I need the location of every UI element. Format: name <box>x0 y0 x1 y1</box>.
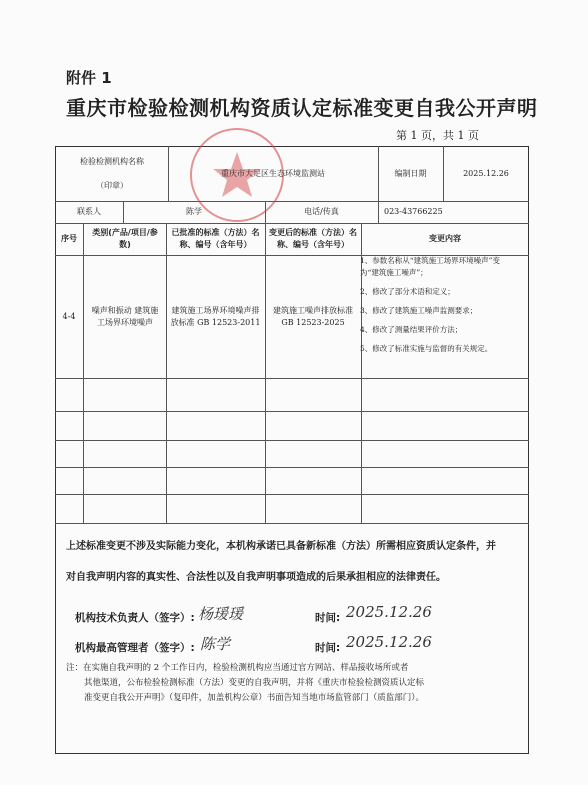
row-divider <box>55 411 529 412</box>
phone-value: 023-43766225 <box>384 207 443 216</box>
row-divider <box>55 467 529 468</box>
tech-time-label: 时间: <box>315 612 341 624</box>
date-label: 编制日期 <box>394 168 427 178</box>
change-item: 2、修改了部分术语和定义； <box>360 287 455 296</box>
tech-time-value: 2025.12.26 <box>346 603 432 621</box>
col-divider <box>83 223 84 523</box>
footnote-line: 其他渠道，公布检验检测标准（方法）变更的自我声明，并将《重庆市检验检测资质认定标 <box>84 678 425 688</box>
tech-lead-signature: 杨瑗瑗 <box>198 605 244 623</box>
row-divider <box>55 378 529 379</box>
head-time-value: 2025.12.26 <box>346 633 432 651</box>
row-category: 噪声和振动 建筑施工场界环境噪声 <box>91 305 159 327</box>
change-item: 5、修改了标准实施与监督的有关规定。 <box>360 344 493 353</box>
col-divider <box>265 223 266 523</box>
approved-standard-header: 已批准的标准（方法）名称、编号（含年号） <box>171 228 260 249</box>
row-seq: 4-4 <box>62 311 76 321</box>
attachment-label: 附件 1 <box>66 69 112 87</box>
row-changed-standard: 建筑施工噪声排放标准 GB 12523-2025 <box>273 305 353 327</box>
row-divider <box>55 440 529 441</box>
changed-standard-header: 变更后的标准（方法）名称、编号（含年号） <box>269 228 357 249</box>
row-approved-standard: 建筑施工场界环境噪声排放标准 GB 12523-2011 <box>170 305 261 327</box>
footnote-line: 准变更自我公开声明》（复印件，加盖机构公章）书面告知当地市场监管部门（质监部门）。 <box>84 693 425 703</box>
top-manager-signature: 陈学 <box>200 635 231 653</box>
org-name-label: 检验检测机构名称 <box>80 157 144 166</box>
date-value: 2025.12.26 <box>463 168 509 178</box>
change-item: 1、参数名称从“建筑施工场界环境噪声”变为“建筑施工噪声”； <box>360 256 500 277</box>
row-divider <box>55 523 529 524</box>
statement-line: 对自我声明内容的真实性、合法性以及自我声明事项造成的后果承担相应的法律责任。 <box>66 572 446 583</box>
category-header: 类别(产品/项目/参数) <box>92 228 158 249</box>
row-divider <box>55 494 529 495</box>
change-content-list <box>360 255 518 362</box>
footnote <box>66 661 526 706</box>
statement-line: 上述标准变更不涉及实际能力变化，本机构承诺已具备新标准（方法）所需相应资质认定条件，并 <box>66 541 496 552</box>
seq-header: 序号 <box>61 234 77 243</box>
tech-lead-label: 机构技术负责人（签字）: <box>75 612 195 624</box>
change-item: 3、修改了建筑施工噪声监测要求； <box>360 306 478 315</box>
col-divider <box>166 223 167 523</box>
document-title: 重庆市检验检测机构资质认定标准变更自我公开声明 <box>66 96 538 120</box>
contact-name: 陈学 <box>186 207 202 216</box>
phone-label: 电话/传真 <box>304 207 339 216</box>
footnote-line: 注：在实施自我声明的 2 个工作日内，检验检测机构应当通过官方网站、样品接收场所或者 <box>66 663 409 673</box>
seal-label: （印章） <box>96 181 128 190</box>
change-item: 4、修改了测量结果评价方法； <box>360 325 463 334</box>
contact-label: 联系人 <box>77 207 101 216</box>
org-name-value: 重庆市大足区生态环境监测站 <box>221 168 325 178</box>
head-time-label: 时间: <box>315 642 341 654</box>
top-manager-label: 机构最高管理者（签字）: <box>75 642 195 654</box>
change-content-header: 变更内容 <box>429 234 461 243</box>
page-info: 第 1 页，共 1 页 <box>396 129 479 142</box>
